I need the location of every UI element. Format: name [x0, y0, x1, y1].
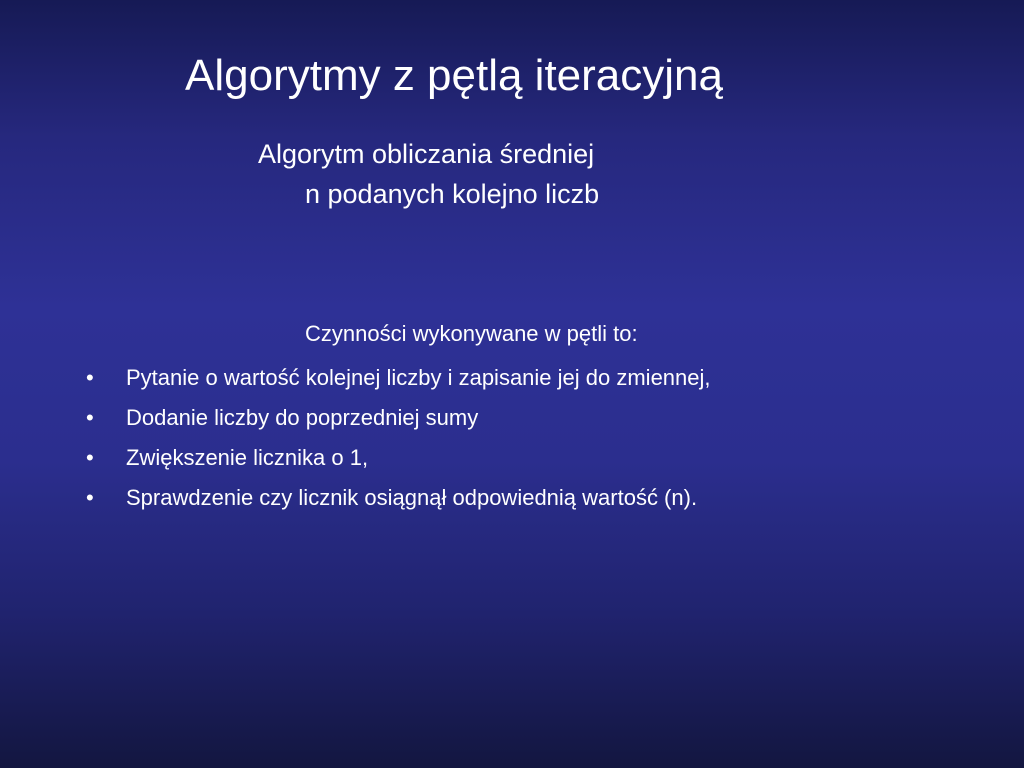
intro-text: Czynności wykonywane w pętli to:: [305, 321, 638, 346]
bullet-item: [86, 478, 711, 518]
slide-subtitle: [258, 134, 599, 214]
bullet-icon: •: [86, 445, 94, 470]
bullet-item: [86, 398, 711, 438]
bullet-text: Zwiększenie licznika o 1,: [126, 445, 369, 470]
slide-title: Algorytmy z pętlą iteracyjną: [185, 51, 723, 100]
bullet-text: Dodanie liczby do poprzedniej sumy: [126, 405, 479, 430]
bullet-icon: •: [86, 405, 94, 430]
bullet-list: [86, 358, 711, 518]
subtitle-line-2: n podanych kolejno liczb: [305, 179, 600, 209]
bullet-item: [86, 438, 711, 478]
subtitle-line-1: Algorytm obliczania średniej: [258, 139, 595, 169]
bullet-icon: •: [86, 485, 94, 510]
bullet-text: Sprawdzenie czy licznik osiągnął odpowiednią wartość (n).: [126, 485, 698, 510]
bullet-icon: •: [86, 365, 94, 390]
bullet-text: Pytanie o wartość kolejnej liczby i zapisanie jej do zmiennej,: [126, 365, 711, 390]
bullet-item: [86, 358, 711, 398]
